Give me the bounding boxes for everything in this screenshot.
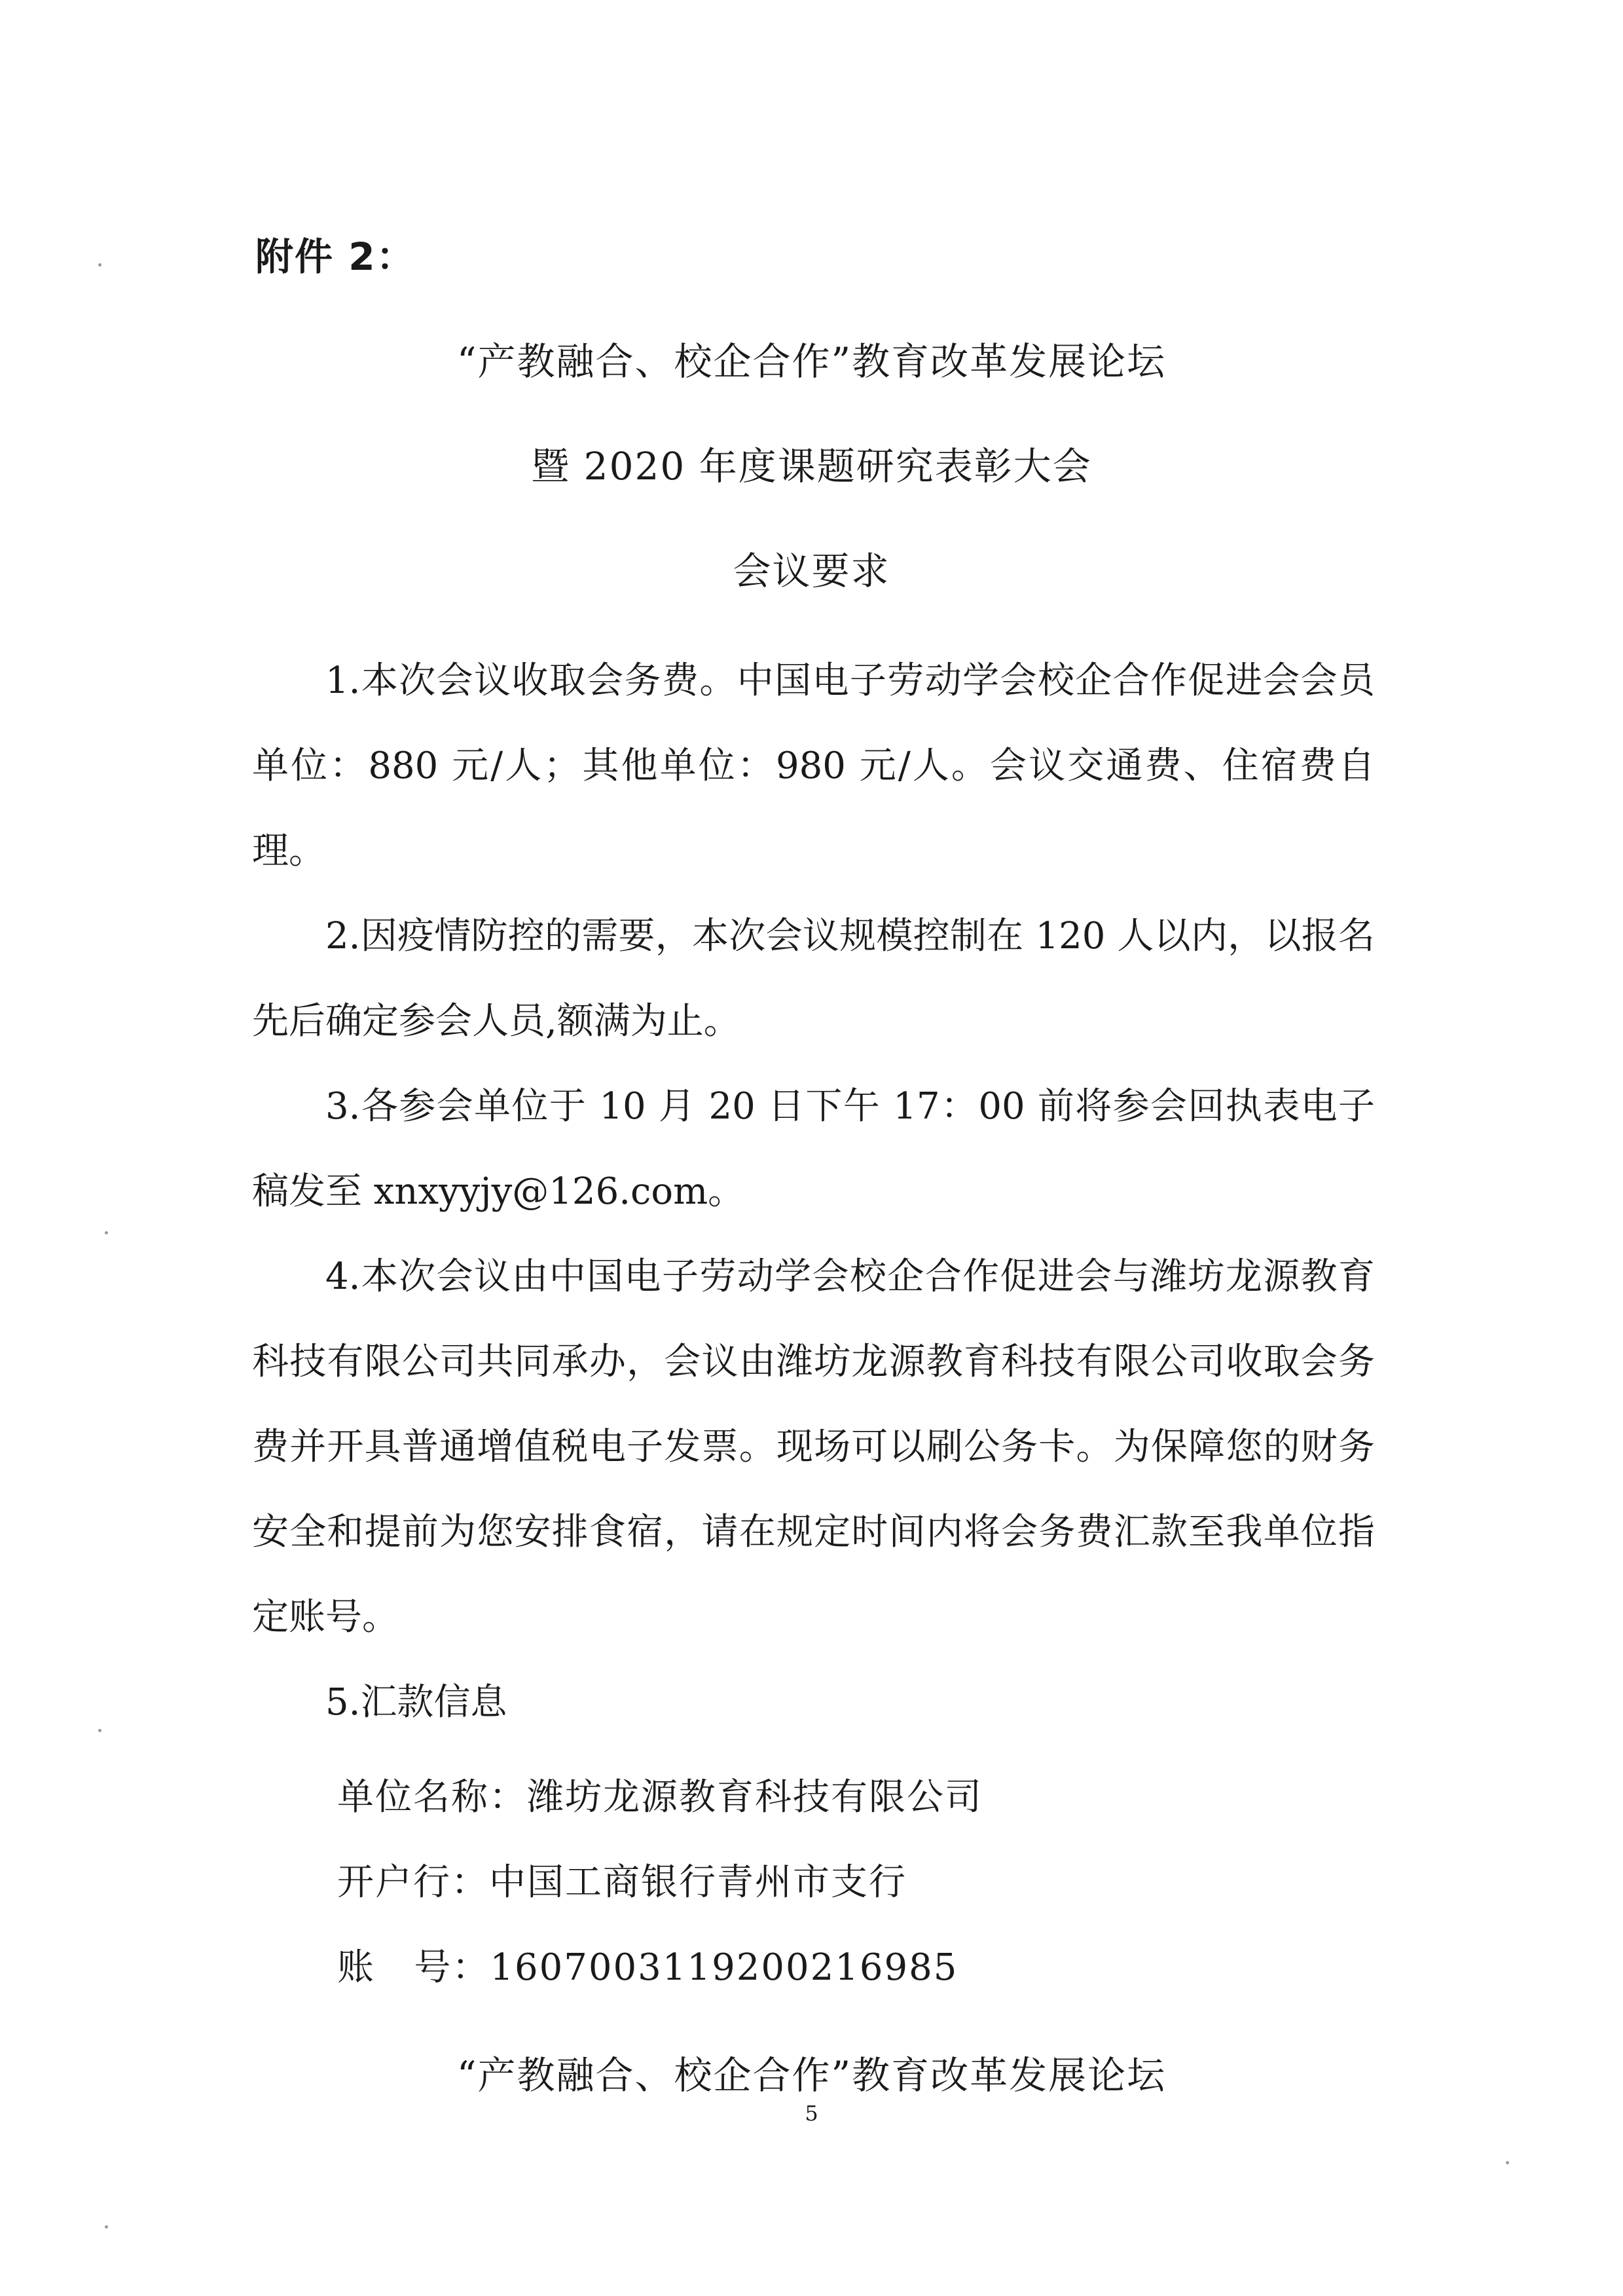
paragraph-organizer: 4.本次会议由中国电子劳动学会校企合作促进会与潍坊龙源教育科技有限公司共同承办，会议由潍坊龙源教育科技有限公司收取会务费并开具普通增值税电子发票。现场可以刷公务卡。为保障您的财务安全和提前为您安排食宿，请在规定时间内将会务费汇款至我单位指定账号。 — [252, 1255, 1375, 1639]
scan-speck — [1506, 2161, 1509, 2164]
footer-forum-title: “产教融合、校企合作”教育改革发展论坛 — [456, 2053, 1167, 2098]
paragraph-remittance-heading: 5.汇款信息 — [325, 1681, 507, 1724]
paragraph-2-block — [252, 894, 1375, 1064]
title-line-2: 暨 2020 年度课题研究表彰大会 — [531, 444, 1092, 489]
scan-speck — [105, 1231, 108, 1234]
scan-speck — [105, 2225, 108, 2229]
paragraph-fee: 1.本次会议收取会务费。中国电子劳动学会校企合作促进会会员单位：880 元/人；其他单位：980 元/人。会议交通费、住宿费自理。 — [252, 659, 1375, 872]
remittance-unit-name: 单位名称：潍坊龙源教育科技有限公司 — [337, 1776, 983, 1819]
remittance-account: 账 号：1607003119200216985 — [337, 1946, 958, 1989]
paragraph-1-block — [252, 639, 1375, 894]
paragraph-5-block — [252, 1660, 1375, 1745]
paragraph-deadline: 3.各参会单位于 10 月 20 日下午 17：00 前将参会回执表电子稿发至 xnxyyjy@126.com。 — [252, 1085, 1375, 1213]
scan-speck — [98, 1729, 101, 1732]
attachment-label: 附件 2： — [255, 234, 416, 279]
paragraph-capacity: 2.因疫情防控的需要，本次会议规模控制在 120 人以内，以报名先后确定参会人员,额满为止。 — [252, 915, 1375, 1043]
paragraph-3-block — [252, 1064, 1375, 1234]
remittance-bank: 开户行：中国工商银行青州市支行 — [337, 1861, 907, 1904]
title-line-1: “产教融合、校企合作”教育改革发展论坛 — [456, 339, 1167, 384]
page-number: 5 — [805, 2101, 818, 2126]
paragraph-4-block — [252, 1234, 1375, 1660]
scan-speck — [98, 263, 101, 267]
title-line-3: 会议要求 — [733, 549, 890, 593]
